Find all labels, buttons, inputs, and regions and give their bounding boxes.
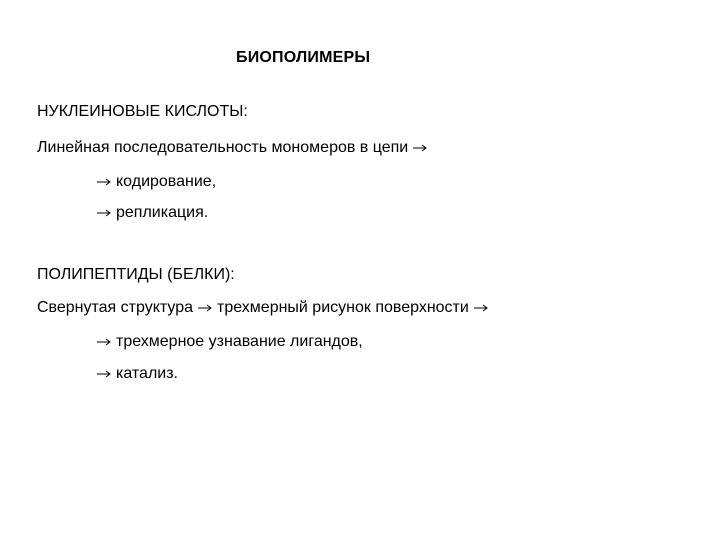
right-arrow-icon xyxy=(474,298,488,318)
proteins-main-text-2: трехмерный рисунок поверхности xyxy=(217,299,469,316)
nucleic-item-1 xyxy=(97,172,216,192)
right-arrow-icon xyxy=(97,172,111,192)
proteins-item-2 xyxy=(97,364,178,384)
nucleic-item-2-text: репликация. xyxy=(116,204,209,221)
nucleic-item-1-text: кодирование, xyxy=(116,173,217,190)
right-arrow-icon xyxy=(97,364,111,384)
page-title: БИОПОЛИМЕРЫ xyxy=(236,49,371,66)
right-arrow-icon xyxy=(198,298,212,318)
proteins-item-2-text: катализ. xyxy=(116,365,178,382)
nucleic-main-line xyxy=(37,138,427,158)
proteins-item-1-text: трехмерное узнавание лигандов, xyxy=(116,333,363,350)
proteins-item-1 xyxy=(97,332,363,352)
right-arrow-icon xyxy=(413,138,427,158)
nucleic-heading: НУКЛЕИНОВЫЕ КИСЛОТЫ: xyxy=(37,103,248,120)
right-arrow-icon xyxy=(97,332,111,352)
nucleic-main-text: Линейная последовательность мономеров в цепи xyxy=(37,139,409,156)
nucleic-item-2 xyxy=(97,203,208,223)
proteins-main-text-1: Свернутая структура xyxy=(37,299,194,316)
right-arrow-icon xyxy=(97,203,111,223)
proteins-main-line xyxy=(37,298,488,318)
proteins-heading: ПОЛИПЕПТИДЫ (БЕЛКИ): xyxy=(37,266,235,283)
